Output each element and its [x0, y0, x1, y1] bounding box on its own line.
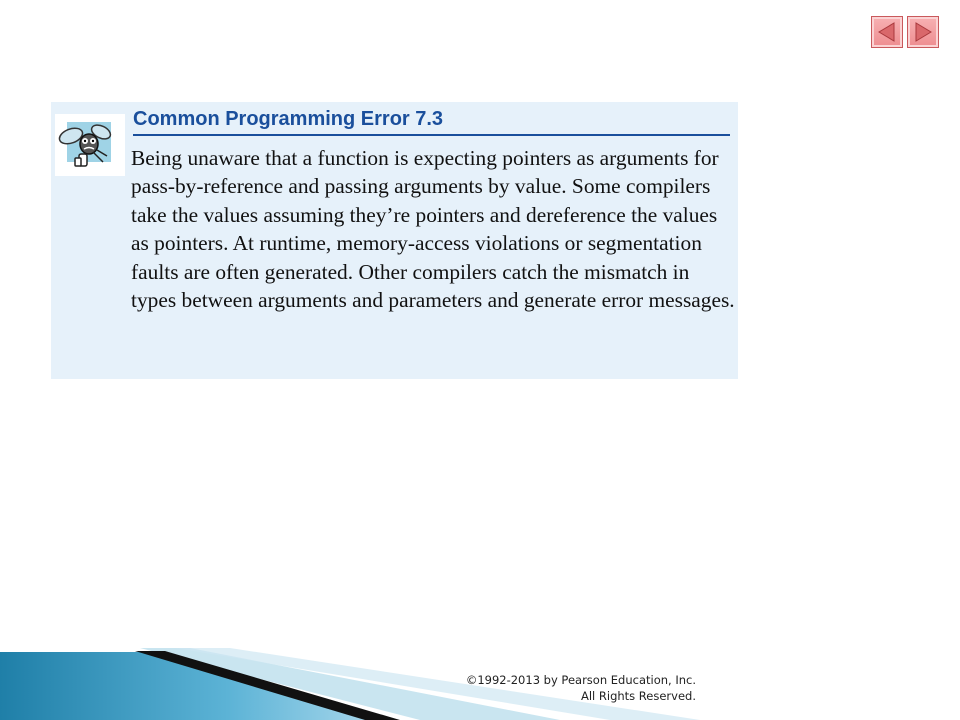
icon-frame	[55, 114, 125, 176]
previous-slide-button[interactable]	[871, 16, 903, 48]
left-arrow-icon	[876, 21, 898, 43]
right-arrow-icon	[912, 21, 934, 43]
slide-navigation	[871, 16, 939, 48]
title-divider	[133, 134, 730, 136]
callout-body: Being unaware that a function is expecting pointers as arguments for pass-by-reference and passing arguments by value. Some compilers take the values assuming they’re pointers and dereference the values as pointers. At runtime, memory-access violations or segmentation faults are often generated. Other compilers catch the mismatch in types between arguments and parameters and generate error messages.	[131, 146, 735, 313]
copyright-notice	[466, 672, 696, 704]
programming-error-callout	[51, 102, 738, 379]
bug-thumbs-down-icon	[57, 120, 121, 174]
next-slide-button[interactable]	[907, 16, 939, 48]
callout-title: Common Programming Error 7.3	[133, 108, 444, 130]
copyright-line-1: ©1992-2013 by Pearson Education, Inc.	[465, 673, 696, 687]
copyright-line-2: All Rights Reserved.	[580, 689, 696, 703]
